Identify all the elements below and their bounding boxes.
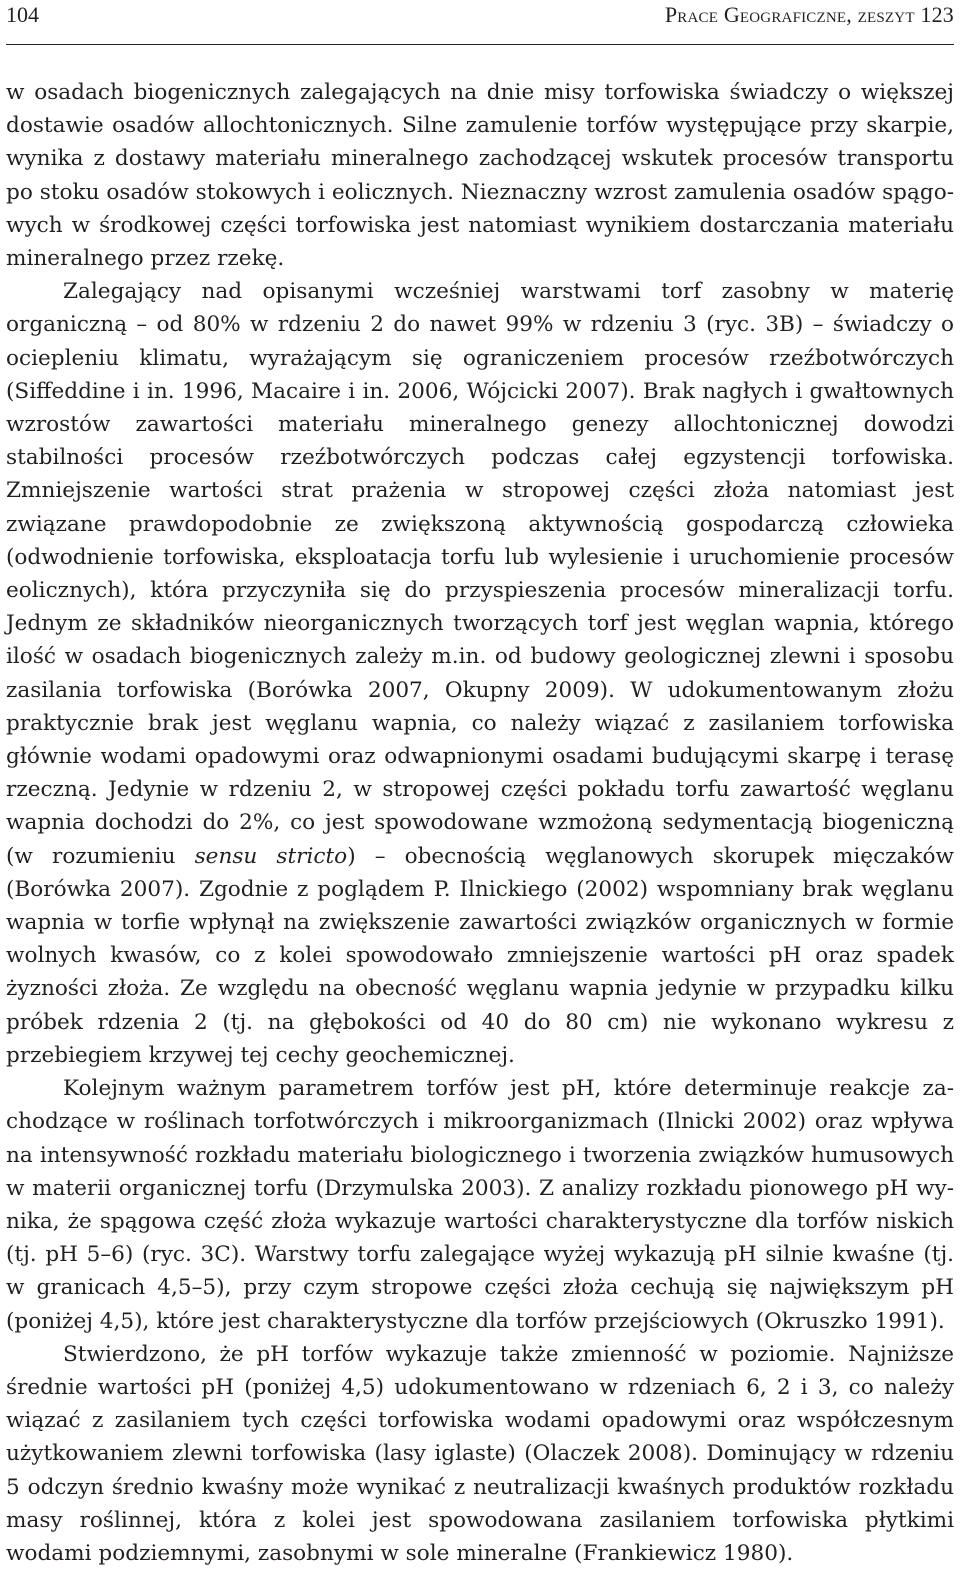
running-header	[6, 0, 954, 44]
document-page	[6, 0, 954, 1570]
paragraph-1: w osadach biogenicznych zalegających na dnie misy torfowiska świadczy o większej dostawie osadów allochtonicznych. Silne zamulenie torfów występujące przy skarpie, wynika z dostawy materiału mineralnego zachodzącej wskutek procesów transportu po stoku osadów stokowych i eolicznych. Nieznaczny wzrost zamulenia osadów spągowych w środkowej części torfowiska jest natomiast wynikiem dostarczania materiału mineralnego przez rzekę.	[6, 80, 954, 272]
paragraph-3: Kolejnym ważnym parametrem torfów jest pH, które determinuje reakcje zachodzące w roślinach torfotwórczych i mikroorganizmach (Ilnicki 2002) oraz wpływa na intensywność rozkładu materiału biologicznego i tworzenia związków humusowych w materii organicznej torfu (Drzymulska 2003). Z analizy rozkładu pionowego pH wynika, że spągowa część złoża wykazuje wartości charakterystyczne dla torfów niskich (tj. pH 5–6) (ryc. 3C). Warstwy torfu zalegające wyżej wykazują pH silnie kwaśne (tj. w granicach 4,5–5), przy czym stropowe części złoża cechują się największym pH (poniżej 4,5), które jest charakterystyczne dla torfów przejściowych (Okruszko 1991).	[6, 1076, 954, 1334]
italic-term: sensu stricto	[194, 843, 348, 869]
page-number: 104	[6, 2, 39, 27]
journal-title: Prace Geograficzne, zeszyt 123	[664, 2, 954, 27]
paragraph-4: Stwierdzono, że pH torfów wykazuje także zmienność w poziomie. Najniższe średnie wartości pH (poniżej 4,5) udokumentowano w rdzeniach 6, 2 i 3, co należy wiązać z zasilaniem tych części torfowiska wodami opadowymi oraz współczesnym użytkowaniem zlewni torfowiska (lasy iglaste) (Olaczek 2008). Dominujący w rdzeniu 5 odczyn średnio kwaśny może wynikać z neutralizacji kwaśnych produktów rozkładu masy roślinnej, która z kolei jest spowodowana zasilaniem torfowiska płytkimi wodami podziemnymi, zasobnymi w sole mineralne (Frankiewicz 1980).	[6, 1341, 954, 1566]
header-rule	[6, 44, 954, 45]
paragraph-2: Zalegający nad opisanymi wcześniej warstwami torf zasobny w materię organiczną – od 80% w rdzeniu 2 do nawet 99% w rdzeniu 3 (ryc. 3B) – świadczy o ociepleniu klimatu, wyrażającym się ograniczeniem procesów rzeźbotwórczych (Siffeddine i in. 1996, Macaire i in. 2006, Wójcicki 2007). Brak nagłych i gwałtownych wzrostów zawartości materiału mineralnego genezy allochtonicznej dowodzi stabilności procesów rzeźbotwórczych podczas całej egzystencji torfowiska. Zmniejszenie wartości strat prażenia w stropowej części złoża natomiast jest związane prawdopodobnie ze zwiększoną aktywnością gospodarczą człowieka (odwodnienie torfowiska, eksploatacja torfu lub wylesienie i uruchomienie procesów eolicznych), która przyczyniła się do przyspieszenia procesów mineralizacji torfu. Jednym ze składników nieorganicznych tworzących torf jest węglan wapnia, którego ilość w osadach biogenicznych zależy m.in. od budowy geologicznej zlewni i sposobu zasilania torfowiska (Borówka 2007, Okupny 2009). W udokumentowanym złożu praktycznie brak jest węglanu wapnia, co należy wiązać z zasilaniem torfowiska głównie wodami opadowymi oraz odwapnionymi osadami budującymi skarpę i terasę rzeczną. Jedynie w rdzeniu 2, w stropowej części pokładu torfu zawartość węglanu wapnia dochodzi do 2%, co jest spowodowane wzmożoną sedymentacją biogeniczną (w rozumieniu sensu stricto) – obecnością węglanowych skorupek mięczaków (Borówka 2007). Zgodnie z poglądem P. Ilnickiego (2002) wspomniany brak węglanu wapnia w torfie wpłynął na zwiększenie zawartości związków organicznych w formie wolnych kwasów, co z kolei spowodowało zmniejszenie wartości pH oraz spadek żyzności złoża. Ze względu na obecność węglanu wapnia jedynie w przypadku kilku próbek rdzenia 2 (tj. na głębokości od 40 do 80 cm) nie wykonano wykresu z przebiegiem krzywej tej cechy geochemicznej.	[6, 279, 954, 1068]
article-body	[6, 76, 954, 1570]
